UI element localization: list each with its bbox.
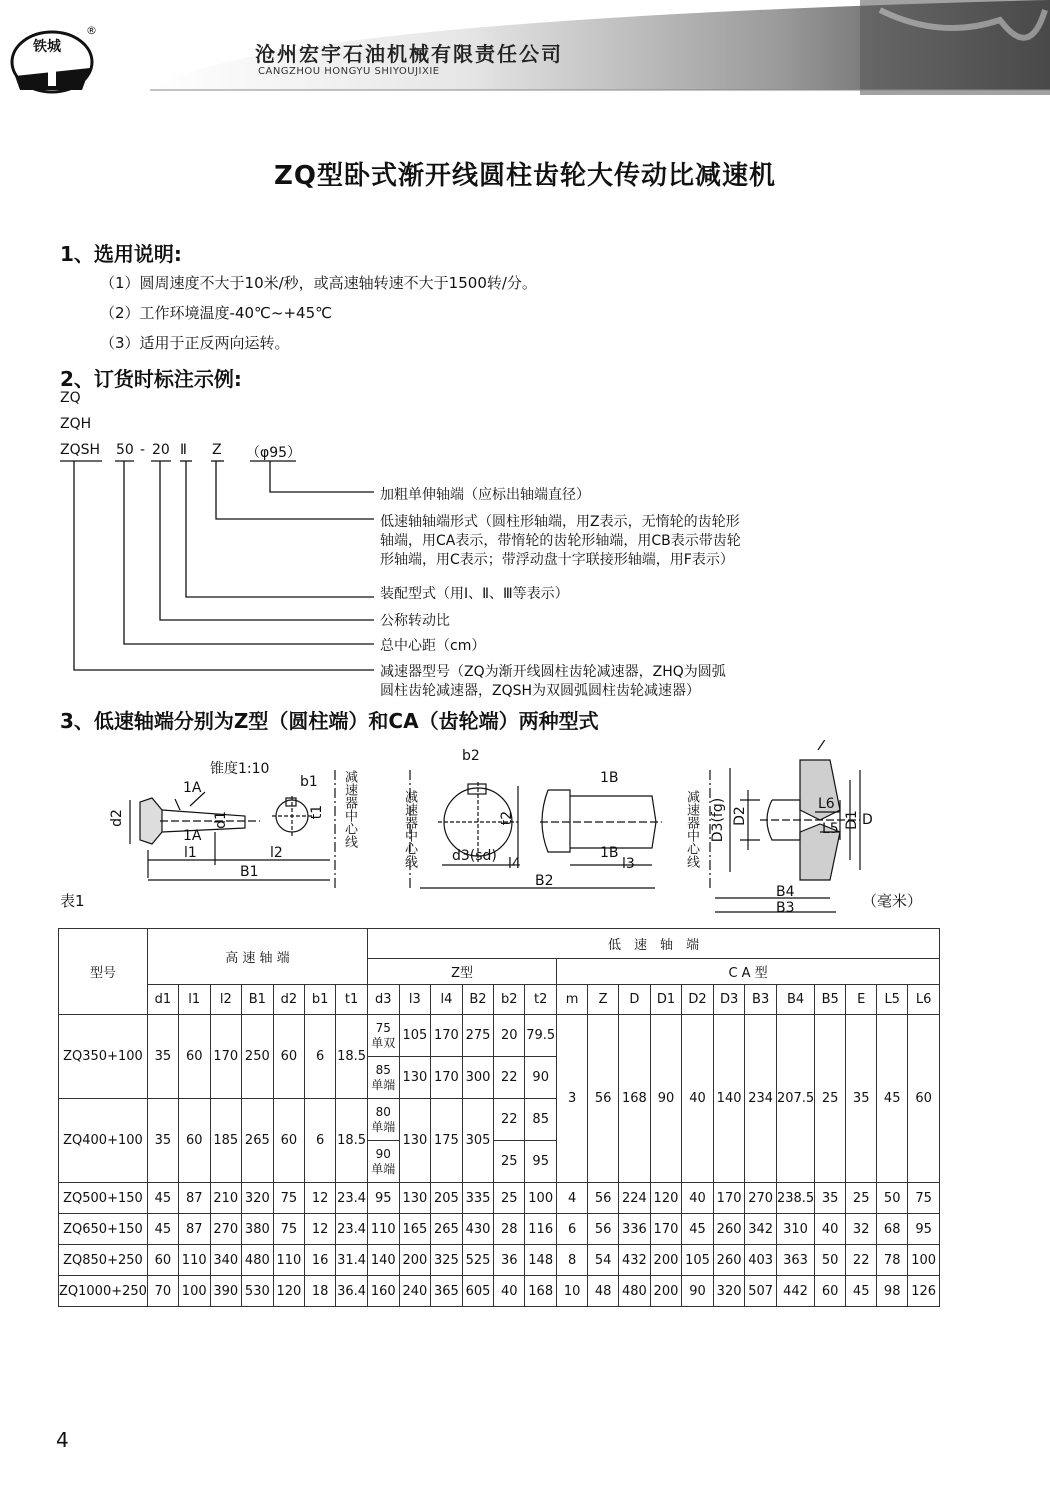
logo-text: 铁城 — [33, 39, 61, 55]
table-cell: 25 — [815, 1015, 846, 1183]
table-cell: 148 — [525, 1245, 557, 1276]
dim-l4: l4 — [508, 856, 521, 872]
dim-l1: l1 — [184, 845, 197, 861]
table-cell: 3 — [557, 1015, 588, 1183]
table-cell: 78 — [877, 1245, 908, 1276]
table-cell: 60 — [273, 1099, 305, 1183]
company-name-en: CANGZHOU HONGYU SHIYOUJIXIE — [258, 66, 440, 77]
example-center: 50 — [116, 442, 134, 458]
table-cell: 95 — [525, 1141, 557, 1183]
table-row — [59, 1183, 940, 1214]
table-cell: 35 — [846, 1015, 877, 1183]
table-cell: 336 — [619, 1214, 651, 1245]
table-cell: 205 — [431, 1183, 463, 1214]
table-cell: 105 — [682, 1245, 714, 1276]
table-cell: 45 — [877, 1015, 908, 1183]
table-cell: 95 — [368, 1183, 400, 1214]
table-cell: 40 — [682, 1015, 714, 1183]
table-cell: 530 — [242, 1276, 274, 1307]
table-cell: 85 单端 — [368, 1057, 400, 1099]
callout-diameter: 加粗单伸轴端（应标出轴端直径） — [380, 487, 590, 503]
table-cell: 170 — [210, 1015, 242, 1099]
section3-heading: 3、低速轴端分别为Z型（圆柱端）和CA（齿轮端）两种型式 — [60, 709, 599, 733]
table-cell: 110 — [368, 1214, 400, 1245]
table-cell: 28 — [494, 1214, 525, 1245]
dim-b2: b2 — [462, 748, 480, 764]
table-cell: 480 — [619, 1276, 651, 1307]
table-cell: 120 — [273, 1276, 305, 1307]
col-header: Z — [588, 985, 619, 1015]
table-cell: 36.4 — [336, 1276, 368, 1307]
table-cell: 275 — [462, 1015, 494, 1057]
table-cell: 75 — [908, 1183, 940, 1214]
table-cell: 45 — [147, 1214, 178, 1245]
table-cell: 126 — [908, 1276, 940, 1307]
table-cell: 140 — [713, 1015, 745, 1183]
callout-shaft-line2: 轴端，用CA表示，带惰轮的齿轮形轴端，用CB表示带齿轮 — [380, 533, 741, 549]
cell-model: ZQ650+150 — [59, 1214, 148, 1245]
dim-l2: l2 — [270, 845, 283, 861]
table-cell: 35 — [815, 1183, 846, 1214]
table-cell: 234 — [745, 1015, 777, 1183]
table-cell: 260 — [713, 1214, 745, 1245]
table-cell: 60 — [178, 1015, 210, 1099]
dim-D: D — [862, 812, 873, 828]
table-cell: 200 — [650, 1245, 682, 1276]
callout-model-line2: 圆柱齿轮减速器，ZQSH为双圆弧圆柱齿轮减速器） — [380, 683, 701, 699]
table-cell: 95 — [908, 1214, 940, 1245]
dim-B1: B1 — [240, 864, 259, 880]
callout-shaft-line1: 低速轴轴端形式（圆柱形轴端，用Z表示，无惰轮的齿轮形 — [380, 514, 740, 530]
table-cell: 250 — [242, 1015, 274, 1099]
dim-d3: d3(sd) — [452, 848, 497, 864]
table-cell: 100 — [178, 1276, 210, 1307]
section1-item: （1）圆周速度不大于10米/秒，或高速轴转速不大于1500转/分。 — [100, 274, 537, 292]
table-cell: 200 — [399, 1245, 431, 1276]
table-cell: 35 — [147, 1099, 178, 1183]
model-zqh: ZQH — [60, 416, 92, 432]
table-cell: 56 — [588, 1214, 619, 1245]
table-cell: 48 — [588, 1276, 619, 1307]
table-cell: 310 — [776, 1214, 814, 1245]
table-cell: 140 — [368, 1245, 400, 1276]
table-cell: 10 — [557, 1276, 588, 1307]
col-header: d1 — [147, 985, 178, 1015]
dim-B2: B2 — [535, 873, 554, 889]
table-cell: 110 — [273, 1245, 305, 1276]
header-low-speed: 低 速 轴 端 — [368, 929, 940, 959]
table-cell: 70 — [147, 1276, 178, 1307]
table-cell: 100 — [525, 1183, 557, 1214]
table-cell: 170 — [713, 1183, 745, 1214]
table-cell: 525 — [462, 1245, 494, 1276]
company-name-cn: 沧州宏宇石油机械有限责任公司 — [255, 42, 563, 66]
col-header: l3 — [399, 985, 431, 1015]
table-cell: 54 — [588, 1245, 619, 1276]
section1-heading: 1、选用说明: — [60, 242, 182, 266]
cell-model: ZQ400+100 — [59, 1099, 148, 1183]
page-number: 4 — [56, 1428, 69, 1452]
col-header: E — [846, 985, 877, 1015]
col-header: b2 — [494, 985, 525, 1015]
table-cell: 60 — [178, 1099, 210, 1183]
table-label: 表1 — [60, 892, 85, 910]
table-cell: 116 — [525, 1214, 557, 1245]
table-cell: 6 — [305, 1099, 336, 1183]
table-cell: 165 — [399, 1214, 431, 1245]
table-cell: 320 — [242, 1183, 274, 1214]
section-mark-1b-bottom: 1B — [600, 845, 619, 861]
table-cell: 325 — [431, 1245, 463, 1276]
col-header: l1 — [178, 985, 210, 1015]
table-cell: 265 — [431, 1214, 463, 1245]
example-diameter: （φ95） — [246, 445, 302, 461]
table-cell: 45 — [147, 1183, 178, 1214]
table-row — [59, 1245, 940, 1276]
table-cell: 507 — [745, 1276, 777, 1307]
table-cell: 18.5 — [336, 1015, 368, 1099]
callout-center: 总中心距（cm） — [380, 638, 486, 654]
table-cell: 25 — [846, 1183, 877, 1214]
col-header: L6 — [908, 985, 940, 1015]
table-cell: 265 — [242, 1099, 274, 1183]
table-cell: 56 — [588, 1183, 619, 1214]
table-cell: 432 — [619, 1245, 651, 1276]
table-cell: 16 — [305, 1245, 336, 1276]
model-zq: ZQ — [60, 390, 81, 406]
table-cell: 23.4 — [336, 1214, 368, 1245]
header-high-speed: 高 速 轴 端 — [147, 929, 367, 985]
header-z-type: Z型 — [368, 959, 557, 985]
header-model: 型号 — [59, 929, 148, 1015]
table-cell: 335 — [462, 1183, 494, 1214]
table-cell: 80 单端 — [368, 1099, 400, 1141]
table-cell: 23.4 — [336, 1183, 368, 1214]
table-cell: 305 — [462, 1099, 494, 1183]
table-cell: 240 — [399, 1276, 431, 1307]
col-header: D3 — [713, 985, 745, 1015]
table-cell: 68 — [877, 1214, 908, 1245]
dim-t1: t1 — [309, 804, 326, 820]
example-shaft: Z — [212, 442, 222, 458]
table-cell: 50 — [815, 1245, 846, 1276]
table-cell: 4 — [557, 1183, 588, 1214]
col-header: d2 — [273, 985, 305, 1015]
dim-B4: B4 — [776, 884, 795, 900]
cell-model: ZQ1000+250 — [59, 1276, 148, 1307]
section2-heading: 2、订货时标注示例: — [60, 367, 242, 391]
table-cell: 12 — [305, 1214, 336, 1245]
table-cell: 90 单端 — [368, 1141, 400, 1183]
table-cell: 22 — [846, 1245, 877, 1276]
table-cell: 120 — [650, 1183, 682, 1214]
col-header: B2 — [462, 985, 494, 1015]
table-cell: 79.5 — [525, 1015, 557, 1057]
col-header: b1 — [305, 985, 336, 1015]
col-header: B4 — [776, 985, 814, 1015]
table-cell: 32 — [846, 1214, 877, 1245]
table-cell: 238.5 — [776, 1183, 814, 1214]
example-dash: - — [140, 442, 146, 458]
col-header: B3 — [745, 985, 777, 1015]
table-cell: 605 — [462, 1276, 494, 1307]
table-cell: 60 — [273, 1015, 305, 1099]
table-cell: 18.5 — [336, 1099, 368, 1183]
table-cell: 185 — [210, 1099, 242, 1183]
page-title: ZQ型卧式渐开线圆柱齿轮大传动比减速机 — [274, 161, 776, 191]
table-cell: 170 — [431, 1057, 463, 1099]
table-cell: 207.5 — [776, 1015, 814, 1183]
table-cell: 480 — [242, 1245, 274, 1276]
table-cell: 45 — [682, 1214, 714, 1245]
table-cell: 100 — [908, 1245, 940, 1276]
table-cell: 442 — [776, 1276, 814, 1307]
table-cell: 168 — [525, 1276, 557, 1307]
header-ca-type: C A 型 — [557, 959, 940, 985]
example-model: ZQSH — [60, 442, 101, 458]
unit-label: （毫米） — [862, 892, 923, 910]
callout-assembly: 装配型式（用Ⅰ、Ⅱ、Ⅲ等表示） — [380, 586, 569, 602]
table-cell: 60 — [908, 1015, 940, 1183]
table-cell: 210 — [210, 1183, 242, 1214]
table-cell: 342 — [745, 1214, 777, 1245]
table-cell: 260 — [713, 1245, 745, 1276]
table-cell: 12 — [305, 1183, 336, 1214]
col-header: t2 — [525, 985, 557, 1015]
table-cell: 40 — [815, 1214, 846, 1245]
dim-d2: d2 — [108, 809, 125, 827]
table-row — [59, 1214, 940, 1245]
col-header: l4 — [431, 985, 463, 1015]
col-header: B5 — [815, 985, 846, 1015]
table-cell: 31.4 — [336, 1245, 368, 1276]
dim-D1: D1 — [843, 810, 860, 830]
table-cell: 8 — [557, 1245, 588, 1276]
table-row — [59, 1276, 940, 1307]
table-cell: 75 — [273, 1214, 305, 1245]
callout-ratio: 公称转动比 — [380, 613, 450, 629]
table-cell: 175 — [431, 1099, 463, 1183]
taper-label: 锥度1:10 — [210, 761, 270, 777]
table-cell: 90 — [650, 1015, 682, 1183]
table-cell: 85 — [525, 1099, 557, 1141]
registered-mark: ® — [86, 24, 97, 37]
table-cell: 25 — [494, 1183, 525, 1214]
cell-model: ZQ350+100 — [59, 1015, 148, 1099]
section-mark-1a-top: 1A — [183, 780, 202, 796]
table-cell: 170 — [650, 1214, 682, 1245]
table-cell: 50 — [877, 1183, 908, 1214]
table-cell: 6 — [557, 1214, 588, 1245]
col-header: l2 — [210, 985, 242, 1015]
table-cell: 18 — [305, 1276, 336, 1307]
section1-item: （2）工作环境温度-40℃~+45℃ — [100, 304, 332, 322]
table-cell: 390 — [210, 1276, 242, 1307]
table-cell: 130 — [399, 1057, 431, 1099]
table-cell: 130 — [399, 1099, 431, 1183]
table-cell: 270 — [210, 1214, 242, 1245]
table-cell: 22 — [494, 1099, 525, 1141]
section1-item: （3）适用于正反两向运转。 — [100, 334, 290, 352]
table-cell: 98 — [877, 1276, 908, 1307]
callout-model-line1: 减速器型号（ZQ为渐开线圆柱齿轮减速器，ZHQ为圆弧 — [380, 664, 726, 680]
table-cell: 90 — [525, 1057, 557, 1099]
table-cell: 60 — [815, 1276, 846, 1307]
col-header: m — [557, 985, 588, 1015]
center-line-label-1: 减速器中心线 — [342, 770, 357, 848]
col-header: B1 — [242, 985, 274, 1015]
table-cell: 87 — [178, 1214, 210, 1245]
table-cell: 430 — [462, 1214, 494, 1245]
table-cell: 22 — [494, 1057, 525, 1099]
dim-B3: B3 — [776, 900, 795, 916]
table-cell: 110 — [178, 1245, 210, 1276]
table-cell: 130 — [399, 1183, 431, 1214]
table-cell: 25 — [494, 1141, 525, 1183]
section-mark-1a-bottom: 1A — [183, 828, 202, 844]
cell-model: ZQ500+150 — [59, 1183, 148, 1214]
table-cell: 340 — [210, 1245, 242, 1276]
table-cell: 36 — [494, 1245, 525, 1276]
table-cell: 75 单双 — [368, 1015, 400, 1057]
col-header: D — [619, 985, 651, 1015]
table-cell: 160 — [368, 1276, 400, 1307]
table-cell: 87 — [178, 1183, 210, 1214]
table-cell: 170 — [431, 1015, 463, 1057]
table-cell: 60 — [147, 1245, 178, 1276]
table-cell: 224 — [619, 1183, 651, 1214]
table-cell: 380 — [242, 1214, 274, 1245]
table-cell: 75 — [273, 1183, 305, 1214]
table-cell: 90 — [682, 1276, 714, 1307]
example-assembly: Ⅱ — [180, 442, 187, 458]
table-cell: 168 — [619, 1015, 651, 1183]
table-cell: 105 — [399, 1015, 431, 1057]
table-cell: 35 — [147, 1015, 178, 1099]
table-cell: 40 — [682, 1183, 714, 1214]
table-cell: 45 — [846, 1276, 877, 1307]
example-ratio: 20 — [152, 442, 170, 458]
dim-t2: t2 — [499, 810, 516, 826]
table-cell: 270 — [745, 1183, 777, 1214]
section-mark-1b-top: 1B — [600, 770, 619, 786]
callout-shaft-line3: 形轴端，用C表示；带浮动盘十字联接形轴端，用F表示） — [380, 552, 734, 568]
table-cell: 6 — [305, 1015, 336, 1099]
col-header: t1 — [336, 985, 368, 1015]
dim-L6: L6 — [818, 796, 835, 812]
table-cell: 365 — [431, 1276, 463, 1307]
dim-b1: b1 — [300, 774, 318, 790]
col-header: D1 — [650, 985, 682, 1015]
col-header: d3 — [368, 985, 400, 1015]
center-line-label-3: 减速器中心线 — [684, 790, 699, 868]
table-cell: 363 — [776, 1245, 814, 1276]
table-cell: 320 — [713, 1276, 745, 1307]
table-cell: 200 — [650, 1276, 682, 1307]
spec-table — [58, 928, 940, 1307]
col-header: D2 — [682, 985, 714, 1015]
dim-d1: d1 — [212, 811, 229, 829]
dim-L5: L5 — [822, 821, 839, 837]
callout-leaders — [0, 0, 1050, 720]
cell-model: ZQ850+250 — [59, 1245, 148, 1276]
table-cell: 40 — [494, 1276, 525, 1307]
table-cell: 20 — [494, 1015, 525, 1057]
dim-D2: D2 — [731, 806, 748, 826]
dim-l3: l3 — [622, 856, 635, 872]
table-cell: 403 — [745, 1245, 777, 1276]
center-line-label-2: 减速器中心线 — [402, 790, 417, 868]
col-header: L5 — [877, 985, 908, 1015]
table-cell: 300 — [462, 1057, 494, 1099]
dim-D3: D3(fg) — [710, 797, 727, 843]
table-cell: 56 — [588, 1015, 619, 1183]
